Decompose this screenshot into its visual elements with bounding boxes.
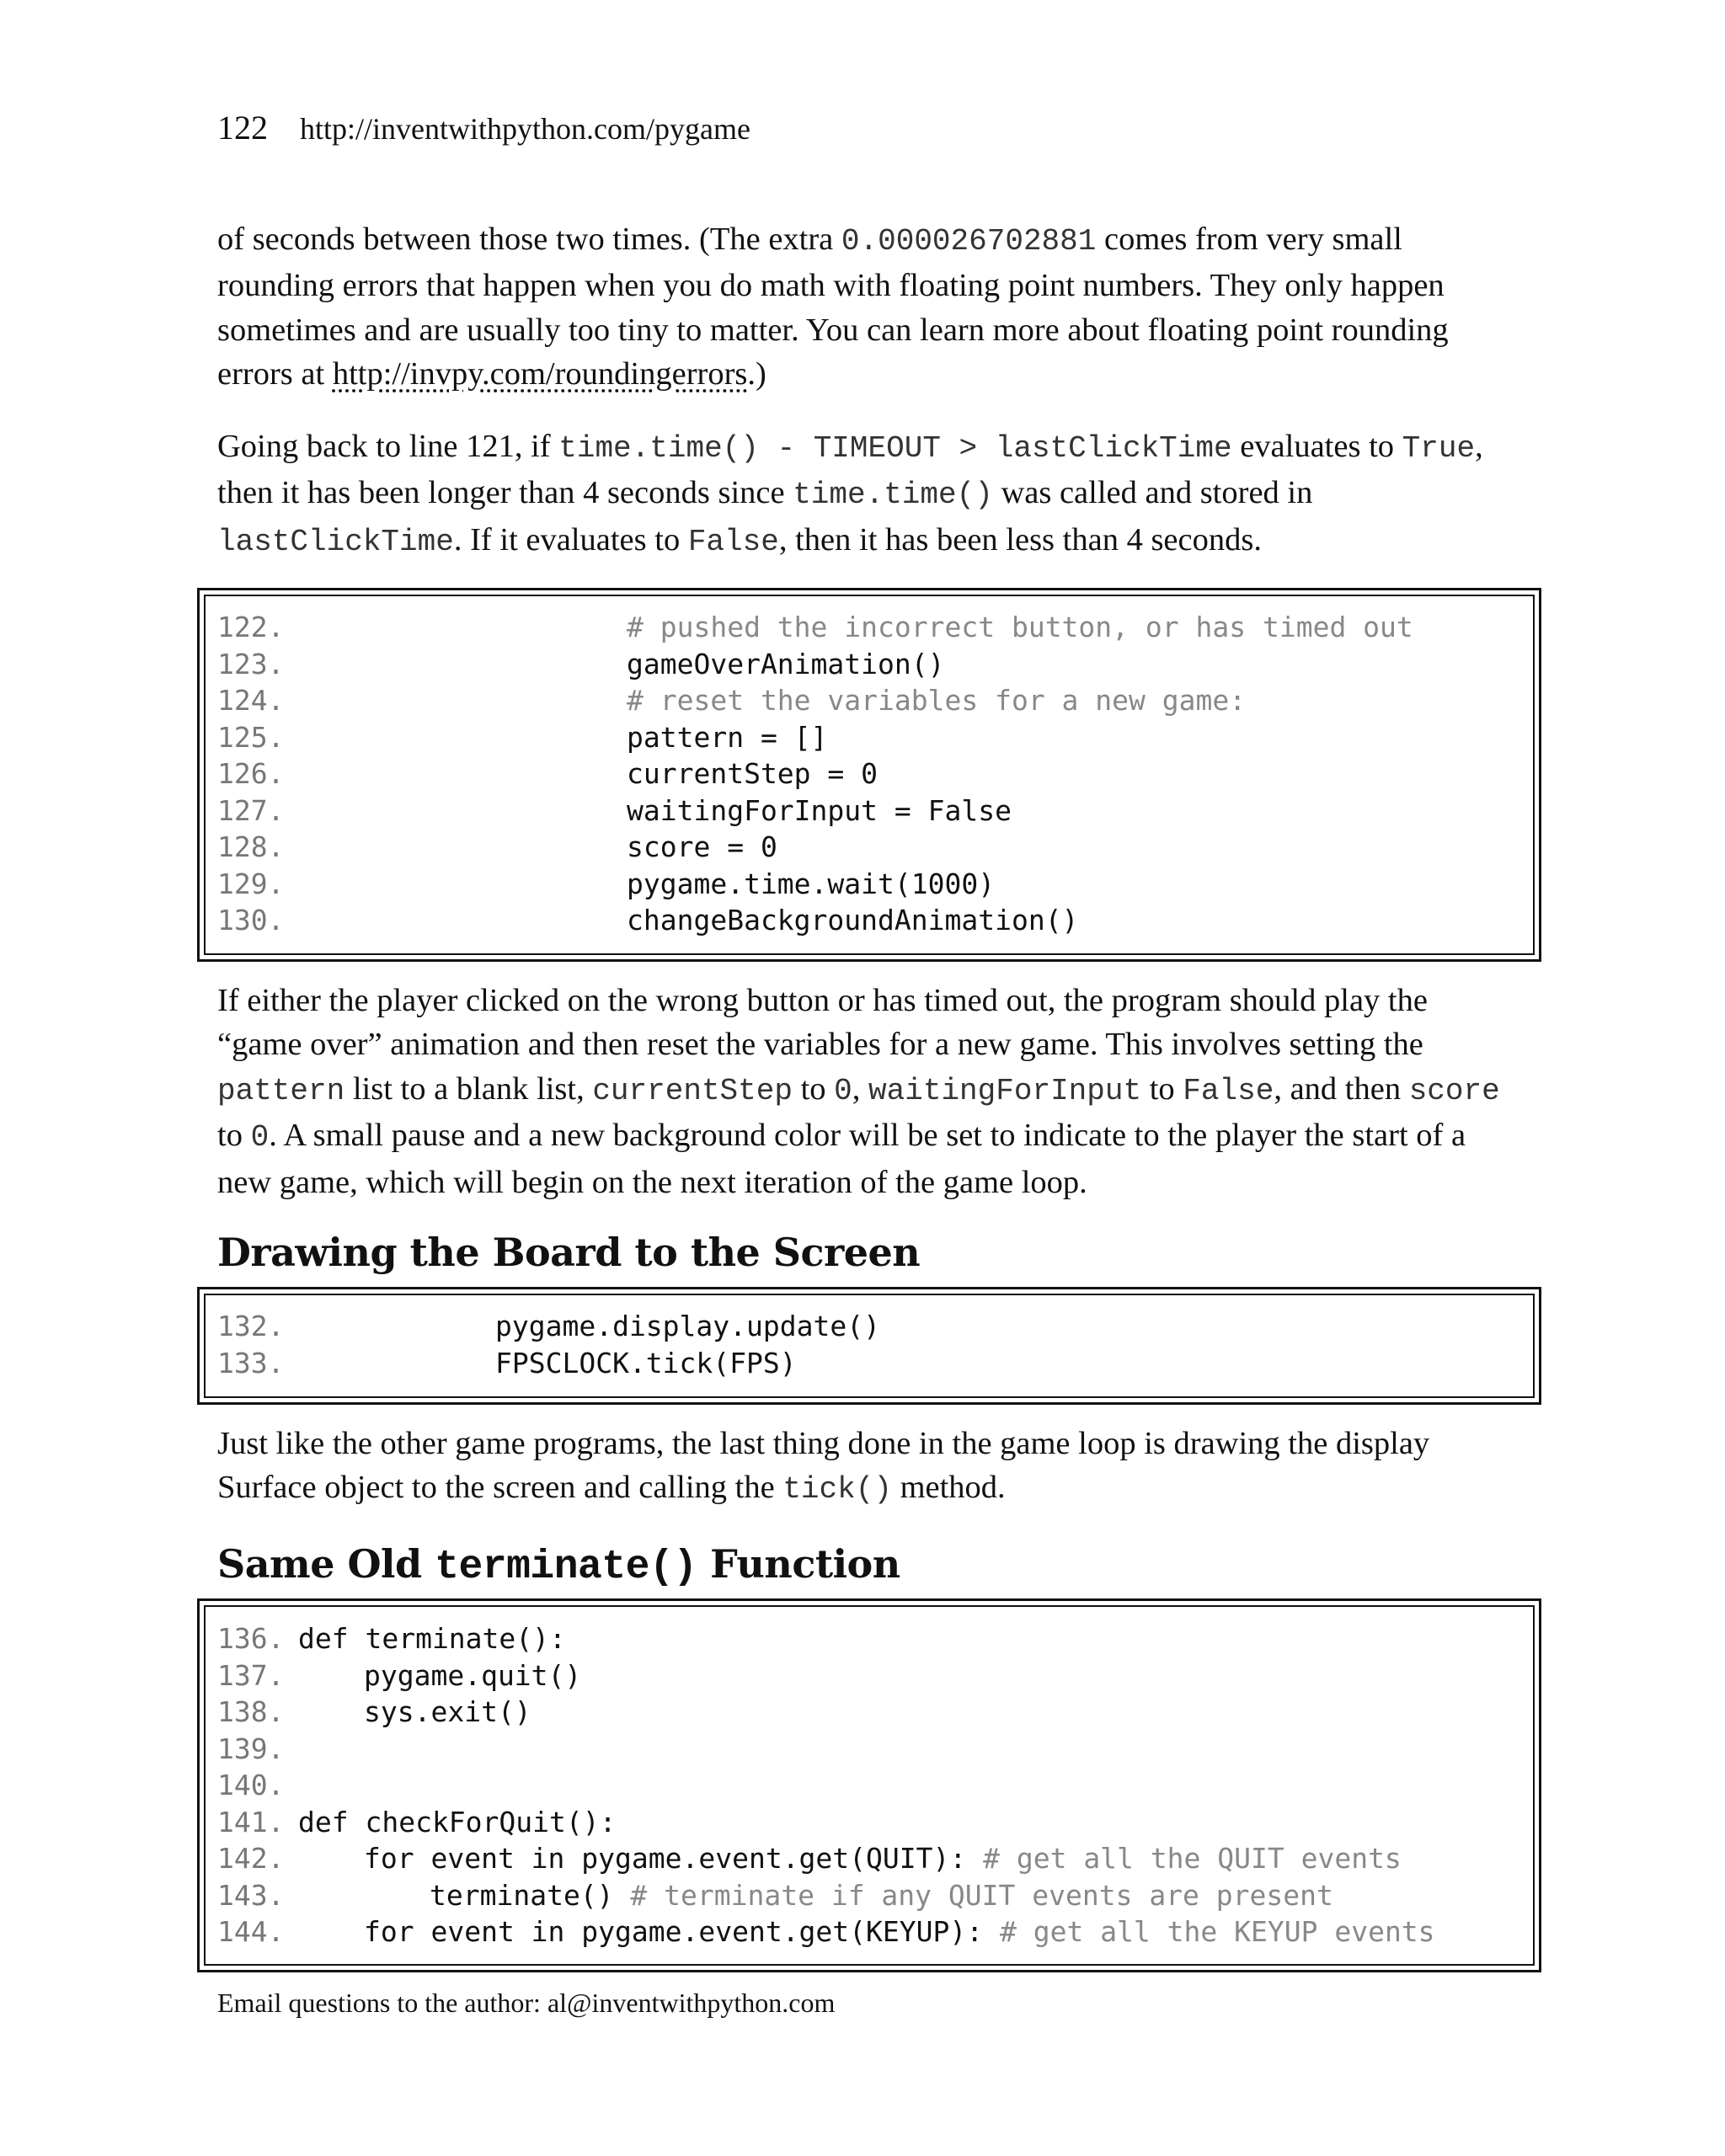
inline-code: pattern bbox=[217, 1073, 345, 1108]
text: , then it has been less than 4 seconds. bbox=[778, 521, 1262, 558]
text: comes from very small rounding errors that happen when you do math with floating point numbers. They only happen sometimes and are usually too tiny to matter. You can learn more about floating point rounding errors at bbox=[217, 221, 1449, 392]
code-text bbox=[627, 792, 1012, 830]
text: .) bbox=[747, 356, 766, 392]
line-number: 141. bbox=[217, 1805, 285, 1838]
inline-code: False bbox=[1183, 1073, 1274, 1108]
code-text bbox=[364, 1913, 1435, 1951]
text: If either the player clicked on the wrong button or has timed out, the program should play the “game over” animation and then reset the variables for a new game. This involves setting the bbox=[217, 983, 1428, 1063]
code-text bbox=[627, 866, 995, 903]
code-comment: # terminate if any QUIT events are present bbox=[630, 1878, 1333, 1912]
inline-code: lastClickTime bbox=[217, 524, 454, 559]
code-line bbox=[217, 792, 1514, 830]
paragraph-game-loop bbox=[217, 1422, 1514, 1513]
code-statement: changeBackgroundAnimation() bbox=[627, 904, 1079, 937]
code-line bbox=[217, 1694, 1514, 1731]
code-statement: pygame.time.wait(1000) bbox=[627, 867, 996, 900]
code-text bbox=[627, 902, 1078, 939]
inline-code: True bbox=[1402, 431, 1476, 466]
code-line bbox=[217, 1308, 1514, 1345]
line-number: 133. bbox=[217, 1346, 285, 1380]
code-line bbox=[217, 1877, 1514, 1914]
header-url: http://inventwithpython.com/pygame bbox=[300, 112, 750, 146]
text: of seconds between those two times. (The extra bbox=[217, 221, 841, 257]
code-line bbox=[217, 1731, 1514, 1768]
code-line bbox=[217, 1840, 1514, 1877]
heading-code: terminate() bbox=[435, 1545, 697, 1590]
line-number: 122. bbox=[217, 611, 285, 643]
inline-code: time.time() - TIMEOUT > lastClickTime bbox=[558, 431, 1232, 466]
code-line bbox=[217, 609, 1514, 646]
code-line bbox=[217, 1657, 1514, 1694]
code-text bbox=[298, 1620, 566, 1657]
line-number: 140. bbox=[217, 1769, 285, 1801]
text: . A small pause and a new background color will be set to indicate to the player the start of a new game, which will begin on the next iteration of the game loop. bbox=[217, 1118, 1466, 1200]
section-heading-terminate bbox=[217, 1541, 900, 1590]
code-comment: # pushed the incorrect button, or has timed out bbox=[627, 611, 1413, 643]
code-line bbox=[217, 1345, 1514, 1382]
code-line bbox=[217, 1620, 1514, 1657]
code-statement: waitingForInput = False bbox=[627, 793, 1012, 827]
line-number: 128. bbox=[217, 830, 285, 863]
code-statement: for event in pygame.event.get(KEYUP): bbox=[364, 1915, 1000, 1948]
code-line bbox=[217, 682, 1514, 719]
text: Going back to line 121, if bbox=[217, 429, 559, 464]
inline-code: 0.000026702881 bbox=[841, 224, 1097, 259]
text: . If it evaluates to bbox=[453, 521, 688, 558]
inline-code: currentStep bbox=[592, 1073, 793, 1108]
code-statement: sys.exit() bbox=[364, 1695, 531, 1728]
code-text bbox=[364, 1840, 1402, 1877]
code-text bbox=[627, 609, 1413, 646]
page-footer: Email questions to the author: al@inventwithpython.com bbox=[217, 1988, 836, 2018]
inline-code: 0 bbox=[250, 1120, 270, 1155]
line-number: 144. bbox=[217, 1915, 285, 1948]
text: to bbox=[217, 1118, 251, 1154]
code-text bbox=[298, 1804, 617, 1841]
paragraph-game-over bbox=[217, 979, 1514, 1204]
code-statement: gameOverAnimation() bbox=[627, 647, 945, 680]
line-number: 137. bbox=[217, 1658, 285, 1692]
paragraph-line-121 bbox=[217, 424, 1514, 564]
inline-code: time.time() bbox=[793, 478, 993, 513]
code-line bbox=[217, 902, 1514, 939]
code-statement: score = 0 bbox=[627, 830, 777, 863]
line-number: 130. bbox=[217, 904, 285, 937]
code-statement: pygame.quit() bbox=[364, 1658, 582, 1692]
code-line bbox=[217, 1804, 1514, 1841]
code-line bbox=[217, 755, 1514, 792]
text: to bbox=[792, 1070, 835, 1107]
text: , then it has been longer than 4 seconds since bbox=[217, 429, 1483, 511]
code-text bbox=[627, 682, 1246, 719]
inline-code: tick() bbox=[782, 1472, 892, 1508]
line-number: 124. bbox=[217, 684, 285, 717]
heading-text: Same Old bbox=[217, 1541, 435, 1587]
inline-code: 0 bbox=[834, 1073, 852, 1108]
code-line bbox=[217, 866, 1514, 903]
code-text bbox=[627, 646, 945, 683]
code-statement: currentStep = 0 bbox=[627, 757, 879, 790]
text: to bbox=[1141, 1070, 1183, 1107]
section-heading-drawing-board: Drawing the Board to the Screen bbox=[217, 1230, 921, 1275]
code-line bbox=[217, 646, 1514, 683]
inline-code: score bbox=[1408, 1073, 1500, 1108]
code-statement: def terminate(): bbox=[298, 1622, 566, 1655]
code-statement: for event in pygame.event.get(QUIT): bbox=[364, 1842, 984, 1875]
code-line bbox=[217, 829, 1514, 866]
text: method. bbox=[891, 1470, 1006, 1506]
code-line bbox=[217, 719, 1514, 756]
page-header bbox=[217, 108, 750, 147]
code-comment: # get all the KEYUP events bbox=[999, 1915, 1435, 1948]
code-text bbox=[364, 1694, 531, 1731]
code-text bbox=[627, 829, 777, 866]
code-line bbox=[217, 1913, 1514, 1951]
line-number: 143. bbox=[217, 1878, 285, 1912]
line-number: 142. bbox=[217, 1842, 285, 1875]
paragraph-rounding-errors bbox=[217, 217, 1514, 397]
line-number: 127. bbox=[217, 793, 285, 827]
text: Just like the other game programs, the last thing done in the game loop is drawing the display Surface object to the screen and calling the bbox=[217, 1426, 1430, 1506]
text: was called and stored in bbox=[992, 475, 1313, 511]
line-number: 125. bbox=[217, 720, 285, 754]
rounding-errors-link[interactable]: http://invpy.com/roundingerrors bbox=[332, 356, 748, 392]
code-text bbox=[495, 1308, 880, 1345]
code-text bbox=[364, 1657, 581, 1694]
line-number: 126. bbox=[217, 757, 285, 790]
code-text bbox=[430, 1877, 1333, 1914]
heading-text: Function bbox=[697, 1541, 900, 1587]
text: , bbox=[852, 1070, 869, 1107]
code-text bbox=[627, 719, 827, 756]
page-number: 122 bbox=[217, 109, 268, 147]
line-number: 138. bbox=[217, 1695, 285, 1728]
code-statement: pattern = [] bbox=[627, 720, 828, 754]
line-number: 123. bbox=[217, 647, 285, 680]
line-number: 139. bbox=[217, 1732, 285, 1765]
text: , and then bbox=[1274, 1070, 1409, 1107]
code-statement: def checkForQuit(): bbox=[298, 1805, 617, 1838]
inline-code: waitingForInput bbox=[868, 1073, 1142, 1108]
code-statement: terminate() bbox=[430, 1878, 631, 1912]
code-comment: # reset the variables for a new game: bbox=[627, 684, 1247, 717]
text: evaluates to bbox=[1231, 429, 1402, 464]
code-statement: pygame.display.update() bbox=[495, 1310, 880, 1342]
code-text bbox=[627, 755, 878, 792]
code-comment: # get all the QUIT events bbox=[983, 1842, 1402, 1875]
inline-code: False bbox=[687, 524, 779, 559]
code-text bbox=[495, 1345, 797, 1382]
code-statement: FPSCLOCK.tick(FPS) bbox=[495, 1346, 797, 1380]
code-line bbox=[217, 1767, 1514, 1804]
line-number: 136. bbox=[217, 1622, 285, 1655]
line-number: 129. bbox=[217, 867, 285, 900]
line-number: 132. bbox=[217, 1310, 285, 1342]
text: list to a blank list, bbox=[344, 1070, 593, 1107]
